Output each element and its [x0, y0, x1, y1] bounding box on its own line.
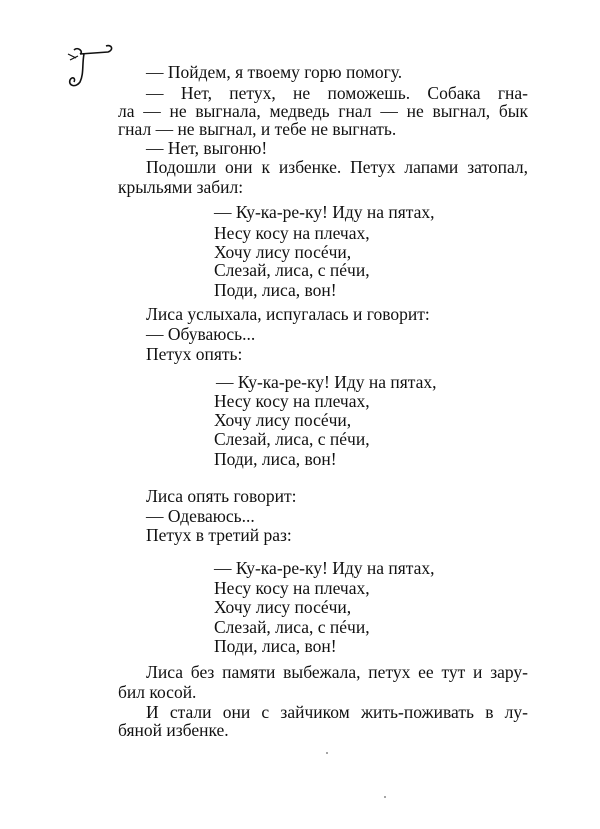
text-line: крыльями забил: [118, 177, 244, 197]
text-line: — Обуваюсь... [146, 324, 256, 344]
text-line: Подошли они к избенке. Петух лапами затопал, [146, 157, 528, 177]
text-line: И стали они с зайчиком жить-поживать в лу- [146, 702, 528, 722]
scan-speck [384, 796, 386, 798]
text-line: — Пойдем, я твоему горю помогу. [146, 62, 403, 82]
text-line: Лиса без памяти выбежала, петух ее тут и зару- [146, 662, 528, 682]
text-line: ла — не выгнала, медведь гнал — не выгнал, бык [118, 101, 528, 121]
text-line: — Нет, выгоню! [146, 138, 268, 158]
text-line: — Одеваюсь... [146, 506, 255, 526]
verse-line: — Ку-ка-ре-ку! Иду на пятах, [214, 202, 435, 222]
verse-line: Хочу лису посéчи, [214, 242, 352, 262]
text-line: бил косой. [118, 682, 197, 702]
text-line: Лиса опять говорит: [146, 486, 297, 506]
text-line: бяной избенке. [118, 720, 229, 740]
verse-line: Слезай, лиса, с пéчи, [214, 429, 370, 449]
verse-line: — Ку-ка-ре-ку! Иду на пятах, [214, 558, 435, 578]
text-line: Лиса услыхала, испугалась и говорит: [146, 304, 430, 324]
verse-line: Поди, лиса, вон! [214, 636, 337, 656]
text-line: гнал — не выгнал, и тебе не выгнать. [118, 119, 397, 139]
verse-line: Слезай, лиса, с пéчи, [214, 260, 370, 280]
text-line: Петух в третий раз: [146, 525, 292, 545]
verse-line: — Ку-ка-ре-ку! Иду на пятах, [216, 372, 437, 392]
text-line: Петух опять: [146, 344, 243, 364]
verse-line: Несу косу на плечах, [214, 391, 370, 411]
verse-line: Слезай, лиса, с пéчи, [214, 617, 370, 637]
verse-line: Поди, лиса, вон! [214, 449, 337, 469]
text-line: — Нет, петух, не поможешь. Собака гна- [146, 83, 528, 103]
verse-line: Несу косу на плечах, [214, 223, 370, 243]
scan-speck [326, 752, 328, 754]
verse-line: Поди, лиса, вон! [214, 280, 337, 300]
verse-line: Хочу лису посéчи, [214, 410, 352, 430]
verse-line: Несу косу на плечах, [214, 578, 370, 598]
ornament-icon [64, 44, 114, 90]
verse-line: Хочу лису посéчи, [214, 597, 352, 617]
